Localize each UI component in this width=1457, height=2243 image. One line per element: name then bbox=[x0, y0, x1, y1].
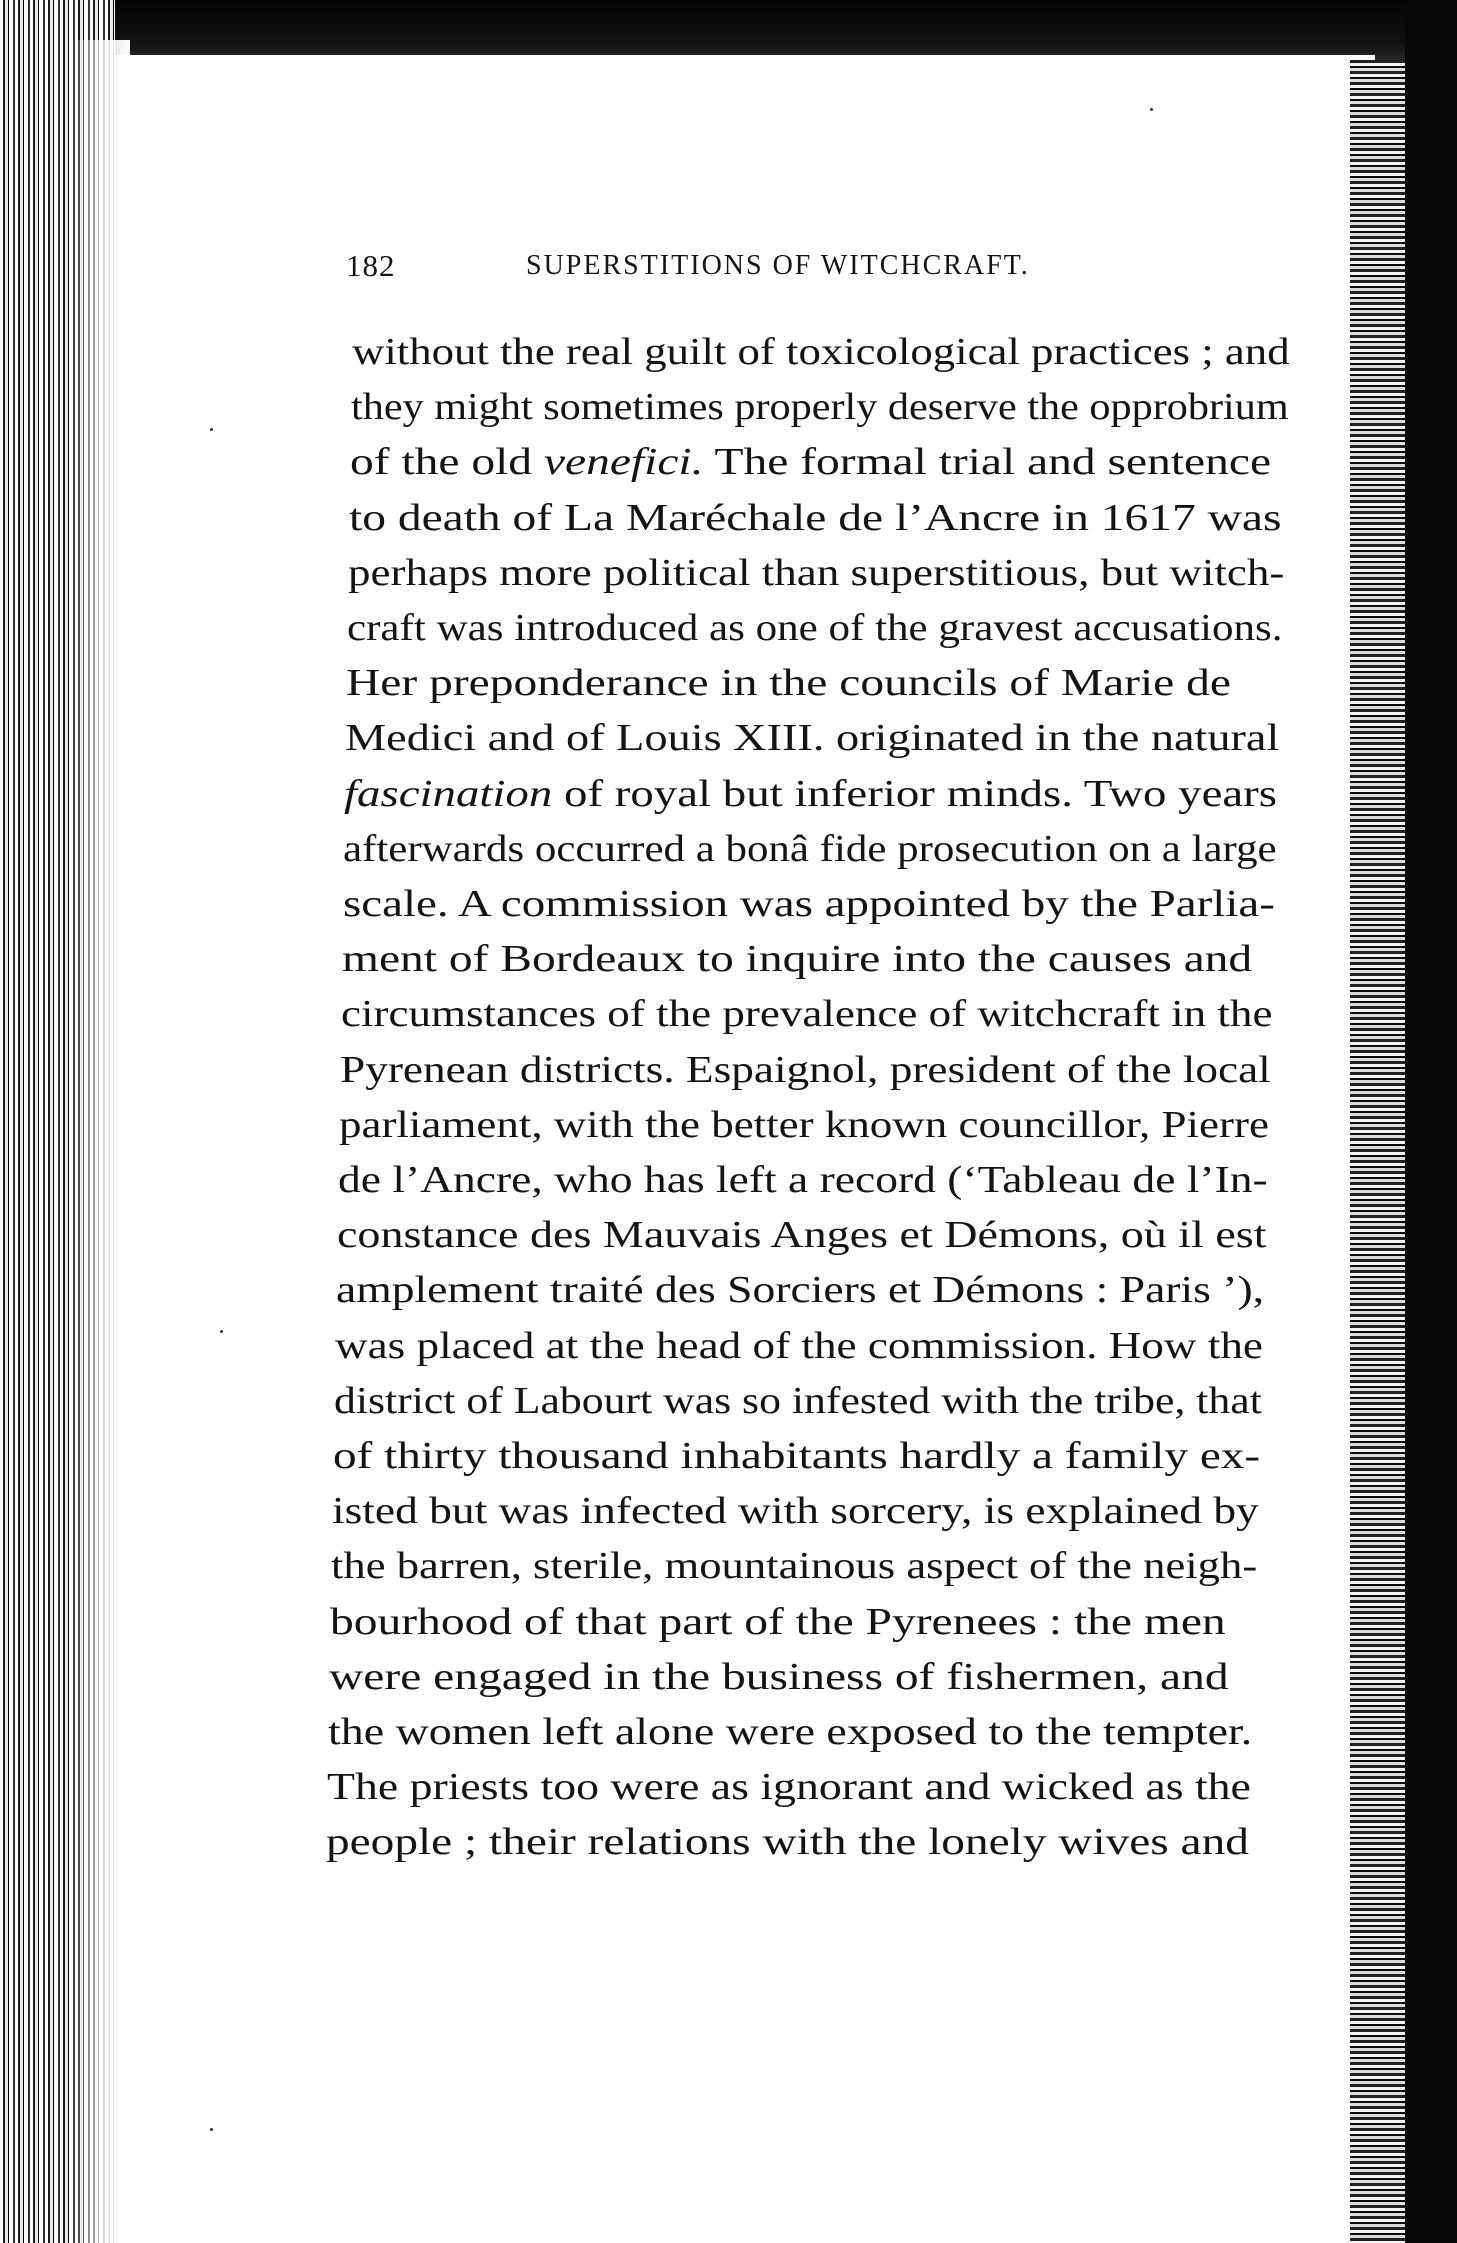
text-line: district of Labourt was so infested with the tribe, that bbox=[333, 1379, 1262, 1422]
text-line: the barren, sterile, mountainous aspect of the neigh- bbox=[331, 1545, 1258, 1588]
text-line: de l’Ancre, who has left a record (‘Tableau de l’In- bbox=[337, 1159, 1268, 1201]
text-line: the women left alone were exposed to the tempter. bbox=[328, 1711, 1253, 1753]
text-line: was placed at the head of the commission. How the bbox=[334, 1324, 1263, 1367]
text-run: The formal trial and sentence bbox=[703, 441, 1272, 484]
text-line: Her preponderance in the councils of Marie de bbox=[346, 662, 1232, 705]
text-line: amplement traité des Sorciers et Démons : Paris ’), bbox=[335, 1269, 1264, 1312]
text-line: of thirty thousand inhabitants hardly a family ex- bbox=[333, 1435, 1261, 1477]
text-run: of the old bbox=[350, 441, 545, 484]
text-line: bourhood of that part of the Pyrenees : the men bbox=[330, 1600, 1226, 1643]
text-line: afterwards occurred a bonâ fide prosecution on a large bbox=[343, 827, 1278, 870]
italic-run: venefici. bbox=[544, 441, 704, 484]
text-line: ment of Bordeaux to inquire into the causes and bbox=[341, 938, 1252, 981]
text-run: of royal but inferior minds. Two years bbox=[552, 772, 1278, 815]
page-number: 182 bbox=[346, 248, 396, 283]
running-title: SUPERSTITIONS OF WITCHCRAFT. bbox=[526, 250, 1030, 281]
text-line: Medici and of Louis XIII. originated in the natural bbox=[345, 717, 1280, 760]
italic-run: fascination bbox=[344, 772, 553, 815]
text-line: parliament, with the better known councillor, Pierre bbox=[338, 1103, 1269, 1146]
text-line: perhaps more political than superstitious, but witch- bbox=[348, 551, 1285, 594]
text-line bbox=[344, 772, 1277, 816]
text-line: circumstances of the prevalence of witchcraft in the bbox=[340, 993, 1273, 1036]
text-line: to death of La Maréchale de l’Ancre in 1617 was bbox=[349, 496, 1282, 539]
text-line: scale. A commission was appointed by the Parlia- bbox=[342, 883, 1275, 925]
text-line: they might sometimes properly deserve the opprobrium bbox=[351, 386, 1289, 429]
text-line: Pyrenean districts. Espaignol, president of the local bbox=[339, 1048, 1271, 1091]
text-line: people ; their relations with the lonely wives and bbox=[326, 1821, 1250, 1864]
text-line bbox=[350, 440, 1271, 484]
text-line: The priests too were as ignorant and wicked as the bbox=[327, 1766, 1252, 1809]
text-line: isted but was infected with sorcery, is explained by bbox=[332, 1490, 1259, 1533]
text-line: craft was introduced as one of the gravest accusations. bbox=[347, 607, 1283, 649]
text-line: without the real guilt of toxicological practices ; and bbox=[352, 331, 1290, 373]
text-line: were engaged in the business of fishermen, and bbox=[329, 1655, 1229, 1698]
text-line: constance des Mauvais Anges et Démons, où il est bbox=[336, 1214, 1267, 1257]
